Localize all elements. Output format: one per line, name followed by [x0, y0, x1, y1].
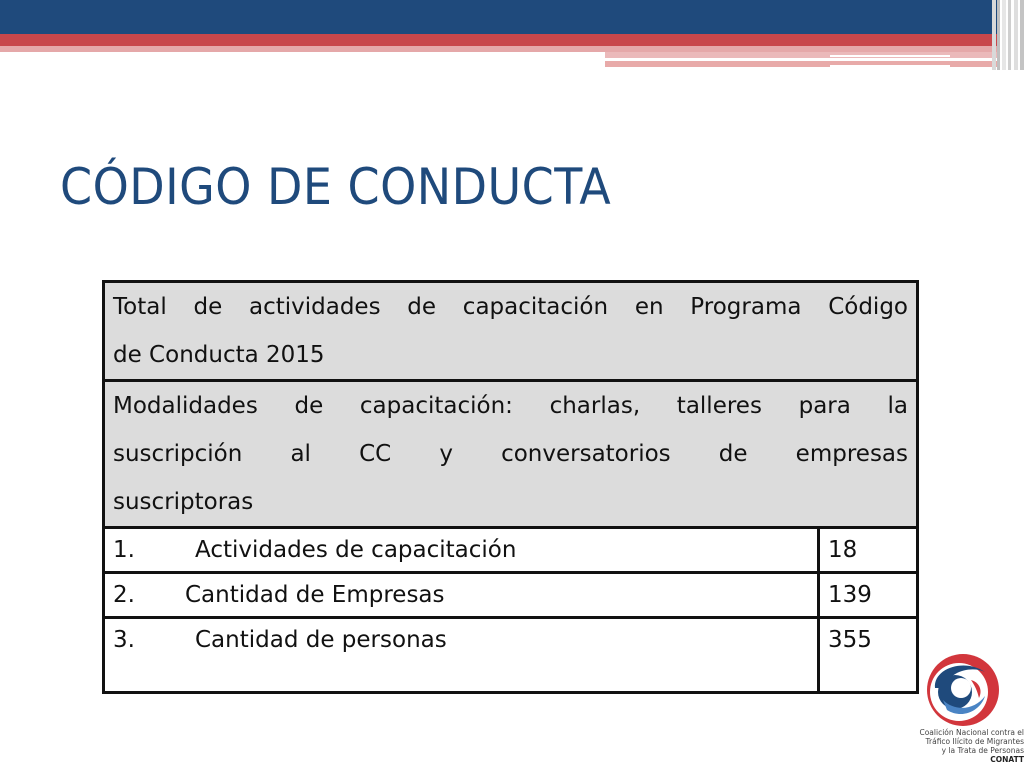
- row-value: 18: [819, 528, 918, 573]
- training-table: [102, 280, 919, 694]
- logo-line-1: Coalición Nacional contra el: [919, 728, 1024, 737]
- logo-name: CONATT: [990, 755, 1024, 764]
- banner-red-band: [0, 34, 1000, 46]
- table-row: [104, 618, 918, 693]
- row-index: 3.: [113, 627, 135, 653]
- table-header-cell: [104, 282, 918, 381]
- row-label: Cantidad de personas: [195, 627, 447, 653]
- banner-blue-band: [0, 0, 1000, 34]
- row-index: 1.: [113, 537, 135, 563]
- row-value: 139: [819, 573, 918, 618]
- row-label: Actividades de capacitación: [195, 537, 517, 563]
- table-row: [104, 528, 918, 573]
- logo-caption: [898, 728, 1024, 764]
- modalities-line-2: suscripción al CC y conversatorios de empresas: [113, 441, 908, 467]
- logo-line-2: Tráfico Ilícito de Migrantes: [925, 737, 1024, 746]
- row-label-cell: [104, 618, 819, 693]
- modalities-line-1: Modalidades de capacitación: charlas, talleres para la: [113, 393, 908, 419]
- row-label: Cantidad de Empresas: [185, 582, 445, 608]
- row-index: 2.: [113, 582, 135, 608]
- header-line-2: de Conducta 2015: [113, 342, 325, 368]
- banner-white-line-2: [830, 65, 950, 67]
- header-line-1: Total de actividades de capacitación en Programa Código: [113, 294, 908, 320]
- slide-title: CÓDIGO DE CONDUCTA: [60, 158, 612, 216]
- table-header-row: [104, 282, 918, 381]
- table-row: [104, 573, 918, 618]
- banner-white-line: [830, 55, 950, 57]
- row-label-cell: [104, 573, 819, 618]
- row-value: 355: [819, 618, 918, 693]
- banner-stripes: [992, 0, 1024, 70]
- logo-line-3: y la Trata de Personas: [941, 746, 1024, 755]
- table-modalities-row: [104, 381, 918, 528]
- modalities-cell: [104, 381, 918, 528]
- modalities-line-3: suscriptoras: [113, 489, 254, 515]
- row-label-cell: [104, 528, 819, 573]
